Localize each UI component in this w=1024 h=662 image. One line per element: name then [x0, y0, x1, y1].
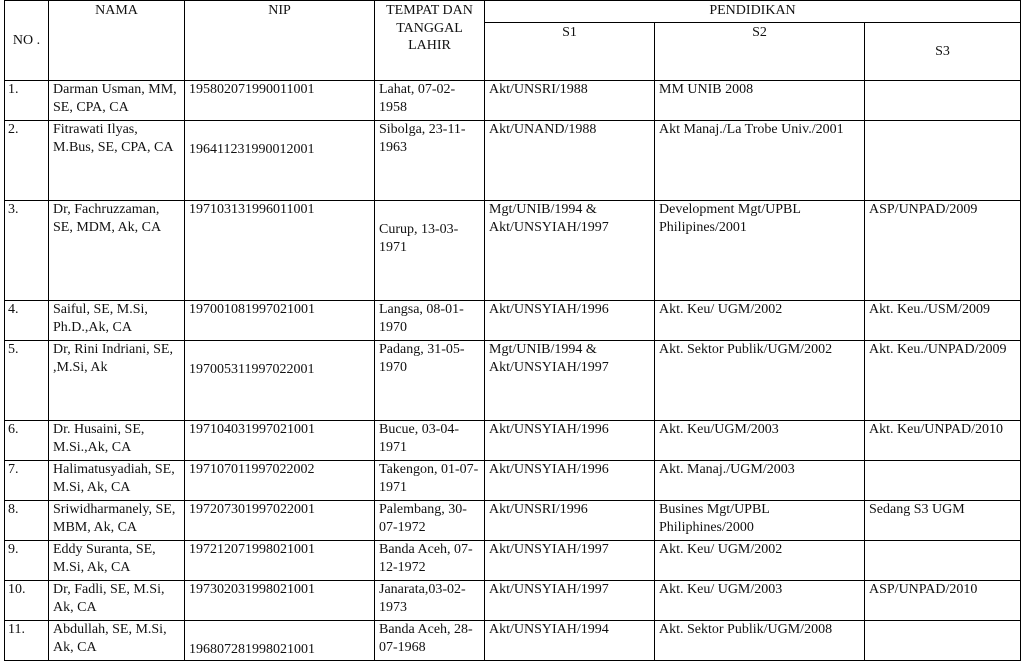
header-tempat: TEMPAT DAN TANGGAL LAHIR [375, 1, 485, 81]
cell-s2: Akt. Sektor Publik/UGM/2002 [655, 341, 865, 421]
cell-nip: 197005311997022001 [185, 341, 375, 421]
cell-s3: Akt. Keu/UNPAD/2010 [865, 421, 1021, 461]
cell-s1: Mgt/UNIB/1994 & Akt/UNSYIAH/1997 [485, 201, 655, 301]
cell-s1: Akt/UNSYIAH/1997 [485, 541, 655, 581]
cell-no: 10. [5, 581, 49, 621]
cell-s2: Akt. Manaj./UGM/2003 [655, 461, 865, 501]
cell-nip: 197207301997022001 [185, 501, 375, 541]
cell-tempat: Padang, 31-05-1970 [375, 341, 485, 421]
cell-nama: Dr, Fadli, SE, M.Si, Ak, CA [49, 581, 185, 621]
cell-tempat: Langsa, 08-01-1970 [375, 301, 485, 341]
cell-s2: Development Mgt/UPBL Philipines/2001 [655, 201, 865, 301]
cell-nama: Dr. Husaini, SE, M.Si.,Ak, CA [49, 421, 185, 461]
cell-nip: 197107011997022002 [185, 461, 375, 501]
cell-no: 4. [5, 301, 49, 341]
cell-s3 [865, 121, 1021, 201]
cell-no: 9. [5, 541, 49, 581]
cell-s1: Akt/UNSYIAH/1997 [485, 581, 655, 621]
cell-s2: Akt. Sektor Publik/UGM/2008 [655, 621, 865, 661]
cell-s3 [865, 621, 1021, 661]
table-row [5, 121, 1021, 201]
cell-s3: Sedang S3 UGM [865, 501, 1021, 541]
cell-s3 [865, 461, 1021, 501]
header-nama: NAMA [49, 1, 185, 81]
cell-s1: Akt/UNSYIAH/1994 [485, 621, 655, 661]
cell-no: 3. [5, 201, 49, 301]
table-row [5, 501, 1021, 541]
cell-nama: Dr, Rini Indriani, SE, ,M.Si, Ak [49, 341, 185, 421]
cell-nip: 196411231990012001 [185, 121, 375, 201]
table-row [5, 81, 1021, 121]
header-s3: S3 [865, 23, 1021, 81]
cell-nip: 196807281998021001 [185, 621, 375, 661]
cell-s1: Akt/UNAND/1988 [485, 121, 655, 201]
table-row [5, 201, 1021, 301]
cell-no: 6. [5, 421, 49, 461]
cell-nama: Sriwidharmanely, SE, MBM, Ak, CA [49, 501, 185, 541]
header-nip: NIP [185, 1, 375, 81]
cell-no: 5. [5, 341, 49, 421]
cell-tempat: Banda Aceh, 28-07-1968 [375, 621, 485, 661]
cell-s2: Akt. Keu/ UGM/2003 [655, 581, 865, 621]
table-row [5, 461, 1021, 501]
cell-nip: 195802071990011001 [185, 81, 375, 121]
cell-s2: MM UNIB 2008 [655, 81, 865, 121]
cell-s2: Akt. Keu/ UGM/2002 [655, 541, 865, 581]
cell-tempat: Palembang, 30-07-1972 [375, 501, 485, 541]
cell-no: 7. [5, 461, 49, 501]
cell-nama: Abdullah, SE, M.Si, Ak, CA [49, 621, 185, 661]
header-s2: S2 [655, 23, 865, 81]
cell-s2: Akt. Keu/UGM/2003 [655, 421, 865, 461]
cell-tempat: Banda Aceh, 07-12-1972 [375, 541, 485, 581]
cell-s2: Akt. Keu/ UGM/2002 [655, 301, 865, 341]
table-row [5, 581, 1021, 621]
cell-s1: Akt/UNSRI/1996 [485, 501, 655, 541]
cell-s1: Akt/UNSYIAH/1996 [485, 301, 655, 341]
table-row [5, 421, 1021, 461]
header-no: NO . [5, 1, 49, 81]
cell-nama: Eddy Suranta, SE, M.Si, Ak, CA [49, 541, 185, 581]
cell-s3 [865, 541, 1021, 581]
cell-s1: Mgt/UNIB/1994 & Akt/UNSYIAH/1997 [485, 341, 655, 421]
table-row [5, 621, 1021, 661]
cell-s1: Akt/UNSYIAH/1996 [485, 461, 655, 501]
cell-tempat: Sibolga, 23-11-1963 [375, 121, 485, 201]
table-row [5, 341, 1021, 421]
cell-tempat: Curup, 13-03-1971 [375, 201, 485, 301]
cell-nip: 197212071998021001 [185, 541, 375, 581]
cell-tempat: Janarata,03-02-1973 [375, 581, 485, 621]
cell-tempat: Takengon, 01-07-1971 [375, 461, 485, 501]
cell-nip: 197103131996011001 [185, 201, 375, 301]
table-row [5, 301, 1021, 341]
cell-nip: 197001081997021001 [185, 301, 375, 341]
cell-s2: Akt Manaj./La Trobe Univ./2001 [655, 121, 865, 201]
cell-nama: Saiful, SE, M.Si, Ph.D.,Ak, CA [49, 301, 185, 341]
cell-s1: Akt/UNSRI/1988 [485, 81, 655, 121]
cell-no: 8. [5, 501, 49, 541]
cell-s3: ASP/UNPAD/2009 [865, 201, 1021, 301]
cell-nama: Dr, Fachruzzaman, SE, MDM, Ak, CA [49, 201, 185, 301]
header-pendidikan: PENDIDIKAN [485, 1, 1021, 23]
cell-s2: Busines Mgt/UPBL Philiphines/2000 [655, 501, 865, 541]
cell-no: 2. [5, 121, 49, 201]
cell-s1: Akt/UNSYIAH/1996 [485, 421, 655, 461]
cell-nama: Darman Usman, MM, SE, CPA, CA [49, 81, 185, 121]
cell-s3 [865, 81, 1021, 121]
cell-tempat: Lahat, 07-02-1958 [375, 81, 485, 121]
cell-nama: Halimatusyadiah, SE, M.Si, Ak, CA [49, 461, 185, 501]
cell-s3: Akt. Keu./USM/2009 [865, 301, 1021, 341]
cell-nama: Fitrawati Ilyas, M.Bus, SE, CPA, CA [49, 121, 185, 201]
cell-tempat: Bucue, 03-04-1971 [375, 421, 485, 461]
cell-no: 1. [5, 81, 49, 121]
cell-s3: ASP/UNPAD/2010 [865, 581, 1021, 621]
table-row [5, 541, 1021, 581]
lecturer-table [4, 0, 1021, 661]
cell-no: 11. [5, 621, 49, 661]
cell-nip: 197302031998021001 [185, 581, 375, 621]
cell-s3: Akt. Keu./UNPAD/2009 [865, 341, 1021, 421]
header-s1: S1 [485, 23, 655, 81]
cell-nip: 197104031997021001 [185, 421, 375, 461]
